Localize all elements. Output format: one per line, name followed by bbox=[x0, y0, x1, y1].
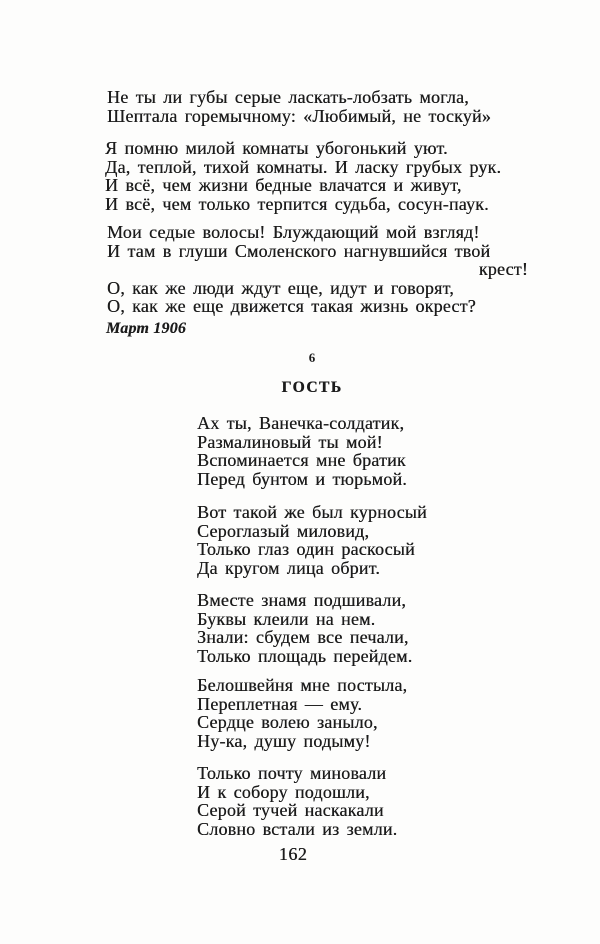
poem-title: ГОСТЬ bbox=[281, 379, 343, 396]
page-number: 162 bbox=[278, 844, 308, 864]
poem-line-hanging-right: крест! bbox=[478, 259, 528, 279]
poem-line: Перед бунтом и тюрьмой. bbox=[197, 468, 407, 489]
previous-poem-stanza-3 bbox=[107, 223, 528, 316]
poem-line: Серой тучей наскакали bbox=[197, 800, 384, 820]
poem-line: Мои седые волосы! Блуждающий мой взгляд! bbox=[107, 222, 480, 242]
previous-poem-stanza-2 bbox=[105, 139, 501, 213]
poem-line: Да, теплой, тихой комнаты. И ласку грубых рук. bbox=[105, 156, 502, 177]
poem-line: Вот такой же был курносый bbox=[197, 502, 427, 522]
poem-line: О, как же люди ждут еще, идут и говорят, bbox=[107, 277, 454, 298]
poem-line: Только площадь перейдем. bbox=[197, 645, 413, 666]
poem-line: И всё, чем только терпится судьба, сосун-паук. bbox=[105, 193, 489, 214]
poem-line: Только почту миновали bbox=[197, 763, 387, 783]
poem-line: И там в глуши Смоленского нагнувшийся твой bbox=[107, 240, 491, 261]
poem-line: Знали: сбудем все печали, bbox=[197, 627, 409, 647]
gost-stanza-5 bbox=[197, 764, 397, 838]
poem-line: И всё, чем жизни бедные влачатся и живут, bbox=[105, 175, 462, 195]
gost-stanza-3 bbox=[197, 591, 412, 665]
gost-stanza-4 bbox=[197, 676, 407, 750]
gost-stanza-2 bbox=[197, 503, 427, 577]
poem-line: Только глаз один раскосый bbox=[197, 539, 415, 559]
poem-line: И к собору подошли, bbox=[197, 781, 370, 802]
poem-line: Сердце волею заныло, bbox=[197, 712, 378, 732]
poem-line: Размалиновый ты мой! bbox=[197, 431, 383, 452]
poem-line: Ну-ка, душу подыму! bbox=[197, 730, 371, 751]
poem-line: Шептала горемычному: «Любимый, не тоскуй» bbox=[107, 105, 491, 126]
poem-line: Сероглазый миловид, bbox=[197, 520, 370, 541]
poem-line: Ах ты, Ванечка-солдатик, bbox=[197, 413, 405, 433]
poem-line: Я помню милой комнаты убогонький уют. bbox=[105, 138, 448, 158]
poem-date: Март 1906 bbox=[106, 320, 187, 337]
poem-line: Да кругом лица обрит. bbox=[197, 557, 380, 578]
poem-line: Не ты ли губы серые ласкать-лобзать могла, bbox=[107, 87, 469, 107]
poem-line: Переплетная — ему. bbox=[197, 693, 363, 714]
poem-number: 6 bbox=[308, 350, 316, 365]
poem-line: Словно встали из земли. bbox=[197, 818, 398, 839]
poem-line: Вспоминается мне братик bbox=[197, 450, 406, 470]
poem-line: Белошвейня мне постыла, bbox=[197, 675, 408, 695]
gost-stanza-1 bbox=[197, 414, 407, 488]
previous-poem-stanza-1 bbox=[107, 88, 491, 125]
poem-line: Буквы клеили на нем. bbox=[197, 608, 376, 629]
poem-line: О, как же еще движется такая жизнь окрест? bbox=[107, 296, 476, 316]
poem-line: Вместе знамя подшивали, bbox=[197, 590, 406, 610]
